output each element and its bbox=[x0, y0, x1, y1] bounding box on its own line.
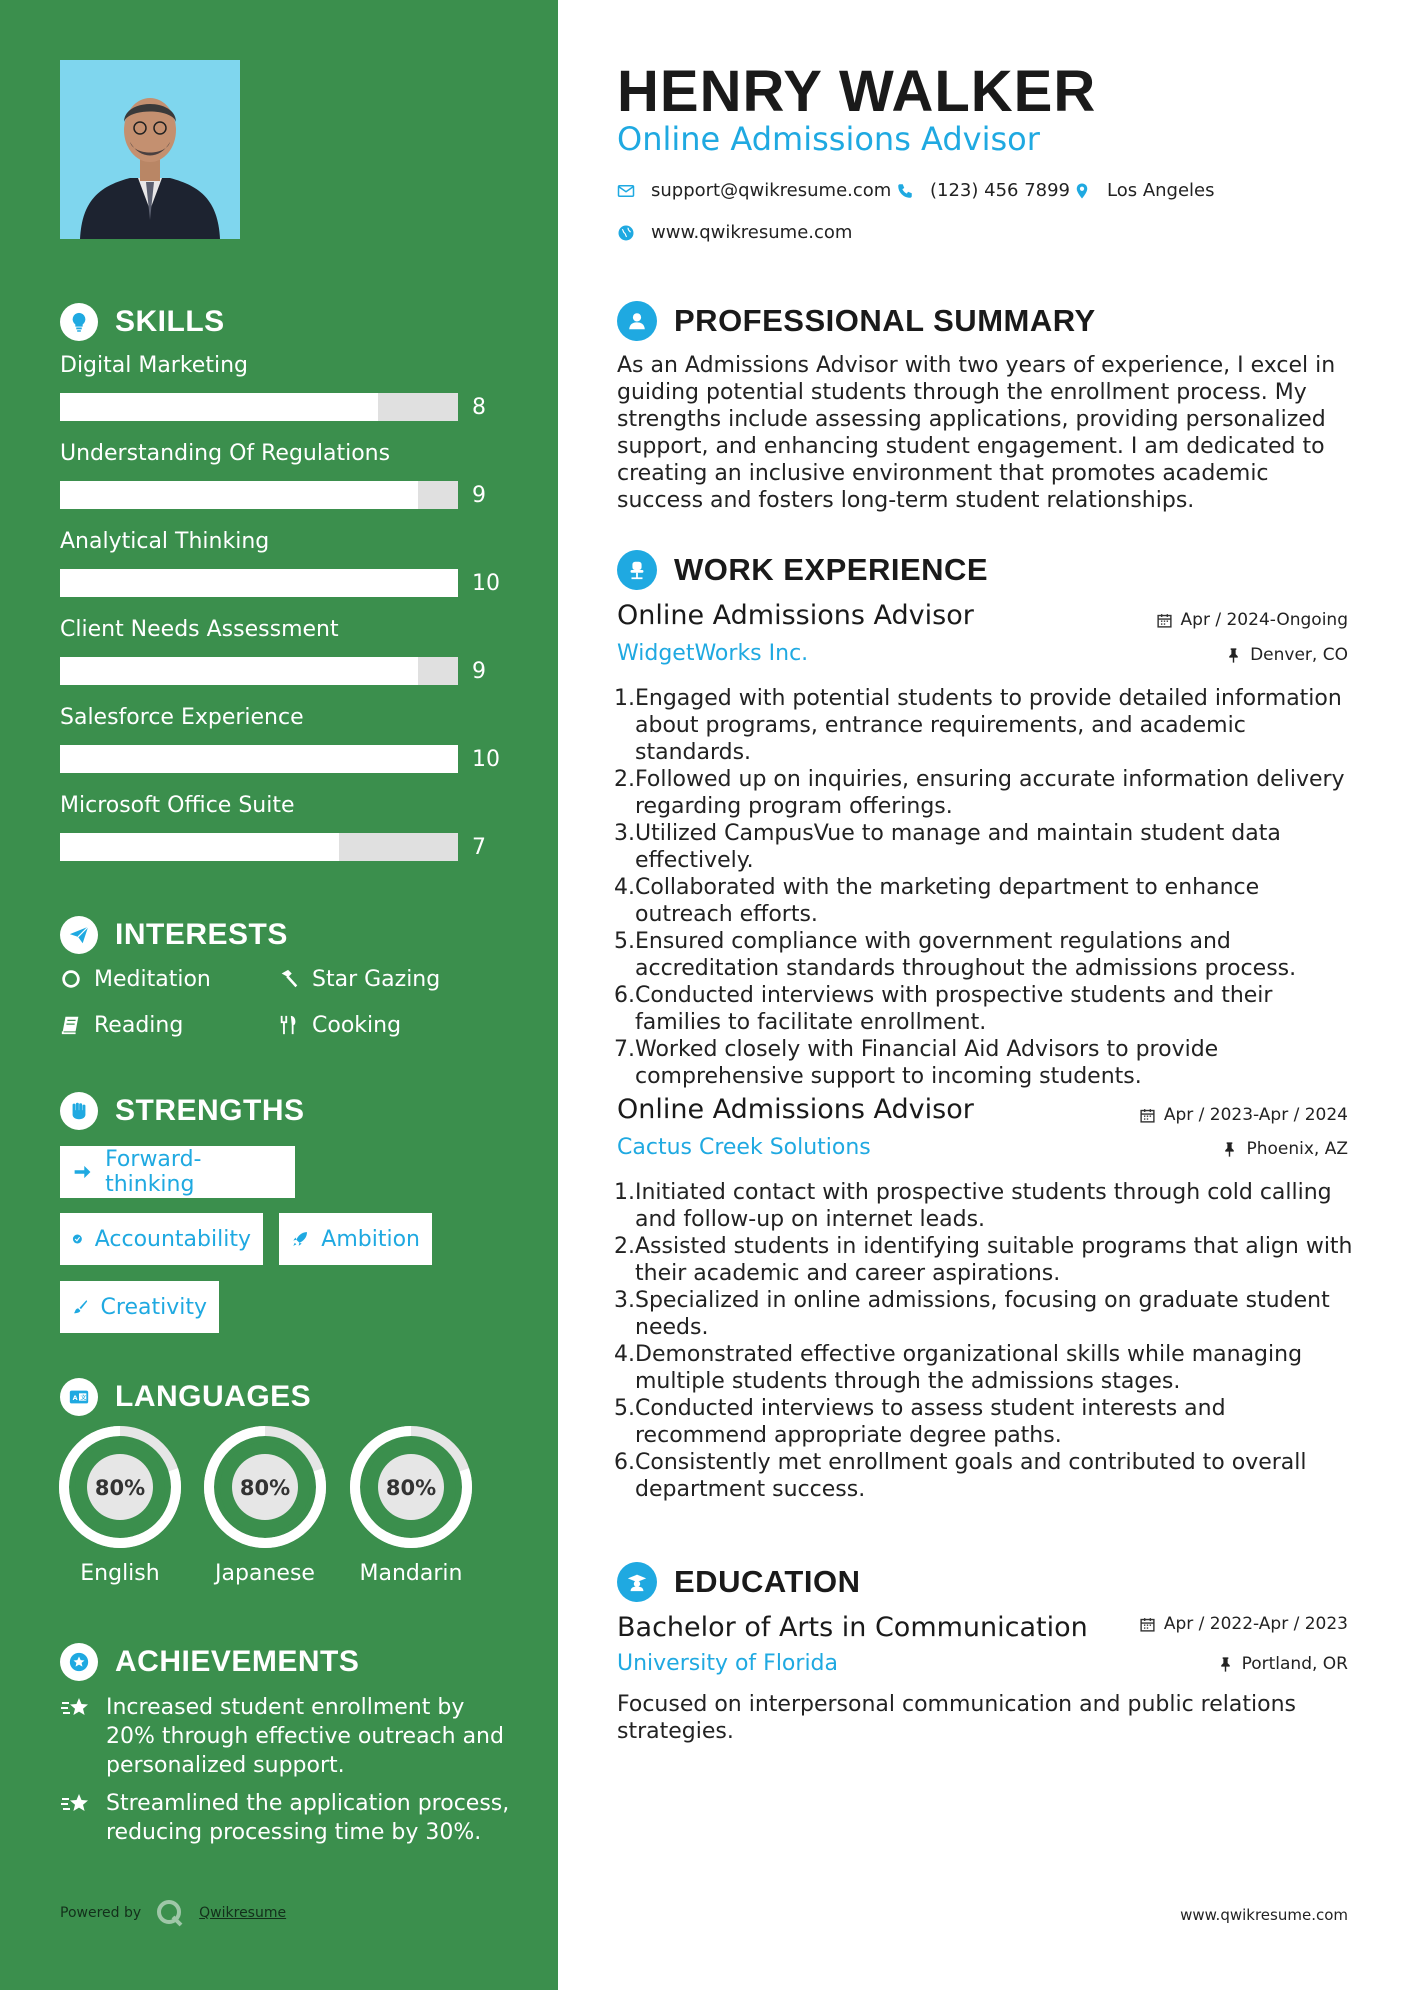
skill-bar bbox=[60, 569, 458, 597]
job-title: Online Admissions Advisor bbox=[617, 1094, 974, 1125]
skill-bar bbox=[60, 657, 458, 685]
achievement-text: Increased student enrollment by 20% through effective outreach and personalized support. bbox=[106, 1695, 504, 1778]
skill-item bbox=[60, 351, 500, 423]
language-ring bbox=[349, 1425, 473, 1549]
languages-title: LANGUAGES bbox=[115, 1380, 312, 1413]
skill-item bbox=[60, 791, 500, 863]
job-duties-list bbox=[609, 685, 1354, 1090]
language-name: Japanese bbox=[215, 1561, 315, 1586]
shooting-star-icon bbox=[60, 1695, 92, 1723]
skill-value: 9 bbox=[472, 659, 486, 684]
svg-text:文: 文 bbox=[80, 1394, 87, 1402]
skill-bar bbox=[60, 393, 458, 421]
pushpin-icon bbox=[1221, 1141, 1238, 1158]
skill-name: Digital Marketing bbox=[60, 353, 248, 378]
skill-item bbox=[60, 439, 500, 511]
list-item-text: Utilized CampusVue to manage and maintain student data effectively. bbox=[635, 821, 1281, 873]
list-item: 1. Initiated contact with prospective students through cold calling and follow-up on internet leads. bbox=[609, 1179, 1354, 1233]
contact-website[interactable] bbox=[617, 222, 852, 243]
footer-url[interactable]: www.qwikresume.com bbox=[1180, 1906, 1348, 1924]
interests-title: INTERESTS bbox=[115, 918, 288, 951]
office-chair-icon bbox=[617, 550, 657, 590]
skill-bar bbox=[60, 481, 458, 509]
interest-item bbox=[278, 1009, 401, 1041]
brush-icon bbox=[72, 1296, 89, 1318]
list-item: 3. Specialized in online admissions, focusing on graduate student needs. bbox=[609, 1287, 1354, 1341]
location-text: Los Angeles bbox=[1107, 180, 1215, 201]
list-item: 5. Ensured compliance with government regulations and accreditation standards throughout the admissions process. bbox=[609, 928, 1354, 982]
list-item-text: Conducted interviews to assess student interests and recommend appropriate degree paths. bbox=[635, 1396, 1226, 1448]
job-location bbox=[1225, 645, 1348, 665]
list-item: 4. Collaborated with the marketing department to enhance outreach efforts. bbox=[609, 874, 1354, 928]
interest-label: Reading bbox=[94, 1012, 184, 1038]
skill-bar bbox=[60, 833, 458, 861]
education-title: EDUCATION bbox=[674, 1564, 861, 1599]
check-circle-icon bbox=[72, 1228, 83, 1250]
education-dates-text: Apr / 2022-Apr / 2023 bbox=[1163, 1614, 1348, 1634]
skill-name: Analytical Thinking bbox=[60, 529, 270, 554]
website-text: www.qwikresume.com bbox=[651, 222, 853, 243]
job-dates bbox=[1156, 610, 1348, 630]
phone-icon bbox=[896, 182, 914, 200]
language-percent: 80% bbox=[239, 1476, 291, 1500]
job-dates bbox=[1139, 1105, 1348, 1125]
list-item: 6. Consistently met enrollment goals and contributed to overall department success. bbox=[609, 1449, 1354, 1503]
list-item-text: Worked closely with Financial Aid Advisors to provide comprehensive support to incoming students. bbox=[635, 1037, 1219, 1089]
qwikresume-logo-icon bbox=[155, 1898, 185, 1928]
phone-text: (123) 456 7899 bbox=[930, 180, 1071, 201]
list-item: 2. Assisted students in identifying suitable programs that align with their academic and career aspirations. bbox=[614, 1234, 1353, 1286]
profile-photo bbox=[60, 60, 240, 239]
rocket-icon bbox=[291, 1228, 309, 1250]
language-percent: 80% bbox=[385, 1476, 437, 1500]
skills-heading bbox=[60, 302, 225, 342]
language-item bbox=[349, 1425, 473, 1586]
education-description: Focused on interpersonal communication and public relations strategies. bbox=[617, 1692, 1296, 1744]
calendar-icon bbox=[1139, 1616, 1156, 1633]
job-location-text: Denver, CO bbox=[1250, 645, 1348, 665]
interest-item bbox=[60, 1009, 183, 1041]
list-item-text: Conducted interviews with prospective students and their families to facilitate enrollment. bbox=[635, 983, 1273, 1035]
job-duties-list bbox=[609, 1179, 1354, 1503]
achievement-item bbox=[60, 1789, 510, 1847]
achievement-item bbox=[60, 1693, 510, 1780]
list-item: 7. Worked closely with Financial Aid Advisors to provide comprehensive support to incoming students. bbox=[609, 1036, 1354, 1090]
experience-title: WORK EXPERIENCE bbox=[674, 552, 989, 587]
skills-title: SKILLS bbox=[115, 305, 225, 338]
envelope-icon bbox=[617, 182, 635, 200]
strength-tag bbox=[60, 1146, 295, 1198]
candidate-name: HENRY WALKER bbox=[617, 59, 1097, 124]
contact-phone[interactable] bbox=[896, 180, 1070, 201]
list-item: 3. Utilized CampusVue to manage and maintain student data effectively. bbox=[609, 820, 1354, 874]
job-location-text: Phoenix, AZ bbox=[1246, 1139, 1348, 1159]
list-item-text: Collaborated with the marketing department to enhance outreach efforts. bbox=[635, 875, 1260, 927]
language-ring bbox=[203, 1425, 327, 1549]
arrow-right-icon bbox=[72, 1161, 93, 1183]
list-item: 4. Demonstrated effective organizational skills while managing multiple students through the admissions stages. bbox=[609, 1341, 1354, 1395]
degree-title: Bachelor of Arts in Communication bbox=[617, 1612, 1088, 1643]
language-item bbox=[203, 1425, 327, 1586]
list-item: 1. Engaged with potential students to provide detailed information about programs, entrance requirements, and academic standards. bbox=[609, 685, 1354, 766]
skill-name: Client Needs Assessment bbox=[60, 617, 339, 642]
language-ring bbox=[58, 1425, 182, 1549]
lightbulb-icon bbox=[60, 303, 98, 341]
strengths-title: STRENGTHS bbox=[115, 1094, 305, 1127]
list-item-text: Specialized in online admissions, focusing on graduate student needs. bbox=[635, 1288, 1330, 1340]
languages-heading bbox=[60, 1377, 311, 1417]
language-name: Mandarin bbox=[359, 1561, 463, 1586]
list-item-text: Initiated contact with prospective students through cold calling and follow-up on internet leads. bbox=[635, 1180, 1332, 1232]
interest-item bbox=[60, 963, 211, 995]
skill-item bbox=[60, 703, 500, 775]
strength-tag bbox=[60, 1281, 219, 1333]
contact-location bbox=[1073, 180, 1215, 201]
job-dates-text: Apr / 2023-Apr / 2024 bbox=[1163, 1105, 1348, 1125]
strengths-heading bbox=[60, 1091, 305, 1131]
experience-heading bbox=[617, 549, 988, 591]
graduate-icon bbox=[617, 1562, 657, 1602]
contact-email[interactable] bbox=[617, 180, 891, 201]
email-text: support@qwikresume.com bbox=[651, 180, 892, 201]
paper-plane-icon bbox=[60, 916, 98, 954]
calendar-icon bbox=[1156, 612, 1173, 629]
skill-name: Understanding Of Regulations bbox=[60, 441, 391, 466]
list-item-text: Ensured compliance with government regulations and accreditation standards throughout the admissions process. bbox=[635, 929, 1297, 981]
cutlery-icon bbox=[278, 1014, 300, 1036]
skill-bar-fill bbox=[60, 393, 378, 421]
list-item-text: Engaged with potential students to provide detailed information about programs, entrance requirements, and academic standards. bbox=[635, 686, 1342, 765]
interests-heading bbox=[60, 915, 288, 955]
education-location bbox=[1217, 1654, 1348, 1674]
job-title: Online Admissions Advisor bbox=[617, 600, 974, 631]
list-item: 5. Conducted interviews to assess student interests and recommend appropriate degree paths. bbox=[609, 1395, 1354, 1449]
circle-icon bbox=[60, 968, 82, 990]
fist-icon bbox=[60, 1092, 98, 1130]
skill-item bbox=[60, 615, 500, 687]
language-icon bbox=[60, 1378, 98, 1416]
star-badge-icon bbox=[60, 1643, 98, 1681]
achievements-heading bbox=[60, 1642, 359, 1682]
skill-value: 9 bbox=[472, 483, 486, 508]
interest-label: Meditation bbox=[94, 966, 211, 992]
interest-label: Cooking bbox=[312, 1012, 402, 1038]
powered-by-label: Powered by bbox=[60, 1905, 142, 1921]
list-item-text: Demonstrated effective organizational skills while managing multiple students through the admissions stages. bbox=[635, 1342, 1303, 1394]
profile-portrait bbox=[60, 60, 240, 239]
map-pin-icon bbox=[1073, 182, 1091, 200]
skill-value: 10 bbox=[472, 747, 500, 772]
interest-item bbox=[278, 963, 440, 995]
summary-heading bbox=[617, 300, 1096, 342]
list-item: 6. Conducted interviews with prospective students and their families to facilitate enrollment. bbox=[609, 982, 1354, 1036]
list-item-text: Consistently met enrollment goals and contributed to overall department success. bbox=[635, 1450, 1307, 1502]
strength-label: Accountability bbox=[94, 1226, 251, 1252]
strength-tag bbox=[60, 1213, 263, 1265]
job-company: Cactus Creek Solutions bbox=[617, 1135, 871, 1160]
skill-item bbox=[60, 527, 500, 599]
skill-value: 8 bbox=[472, 395, 486, 420]
achievement-text: Streamlined the application process, reducing processing time by 30%. bbox=[106, 1791, 510, 1845]
list-item-text: Assisted students in identifying suitable programs that align with their academic and career aspirations. bbox=[635, 1234, 1353, 1286]
job-company: WidgetWorks Inc. bbox=[617, 641, 809, 666]
interest-label: Star Gazing bbox=[312, 966, 441, 992]
shooting-star-icon bbox=[60, 1791, 92, 1819]
summary-text: As an Admissions Advisor with two years of experience, I excel in guiding potential students through the enrollment process. My strengths include assessing applications, providing personalized support, and enhancing student engagement. I am dedicated to creating an inclusive environment that promotes academic success and fosters long-term student relationships. bbox=[617, 353, 1336, 513]
pushpin-icon bbox=[1225, 647, 1242, 664]
list-item: 2. Followed up on inquiries, ensuring accurate information delivery regarding program offerings. bbox=[609, 766, 1354, 820]
skill-bar bbox=[60, 745, 458, 773]
education-heading bbox=[617, 1561, 860, 1603]
school-name: University of Florida bbox=[617, 1651, 838, 1676]
strength-label: Ambition bbox=[321, 1226, 420, 1252]
strength-label: Creativity bbox=[100, 1294, 207, 1320]
skill-value: 10 bbox=[472, 571, 500, 596]
skill-bar-fill bbox=[60, 481, 418, 509]
job-location bbox=[1221, 1139, 1348, 1159]
svg-text:A: A bbox=[72, 1394, 78, 1403]
skill-bar-fill bbox=[60, 657, 418, 685]
sidebar bbox=[0, 0, 558, 1990]
hammer-icon bbox=[278, 968, 300, 990]
globe-icon bbox=[617, 224, 635, 242]
skill-value: 7 bbox=[472, 835, 486, 860]
skill-bar-fill bbox=[60, 833, 339, 861]
pushpin-icon bbox=[1217, 1656, 1234, 1673]
language-name: English bbox=[80, 1561, 160, 1586]
strength-label: Forward-thinking bbox=[105, 1147, 202, 1197]
candidate-role: Online Admissions Advisor bbox=[617, 120, 1040, 158]
strength-tag bbox=[279, 1213, 432, 1265]
job-dates-text: Apr / 2024-Ongoing bbox=[1180, 610, 1348, 630]
skill-bar-fill bbox=[60, 569, 458, 597]
education-dates bbox=[1139, 1614, 1348, 1634]
qwikresume-link[interactable]: Qwikresume bbox=[199, 1905, 287, 1921]
calendar-icon bbox=[1139, 1107, 1156, 1124]
language-item bbox=[58, 1425, 182, 1586]
education-location-text: Portland, OR bbox=[1241, 1654, 1348, 1674]
user-icon bbox=[617, 301, 657, 341]
list-item-text: Followed up on inquiries, ensuring accurate information delivery regarding program offerings. bbox=[635, 767, 1345, 819]
achievements-title: ACHIEVEMENTS bbox=[115, 1645, 360, 1678]
skill-bar-fill bbox=[60, 745, 458, 773]
language-percent: 80% bbox=[94, 1476, 146, 1500]
skill-name: Microsoft Office Suite bbox=[60, 793, 295, 818]
summary-title: PROFESSIONAL SUMMARY bbox=[674, 303, 1096, 338]
book-icon bbox=[60, 1014, 82, 1036]
powered-by bbox=[60, 1898, 286, 1928]
skill-name: Salesforce Experience bbox=[60, 705, 304, 730]
